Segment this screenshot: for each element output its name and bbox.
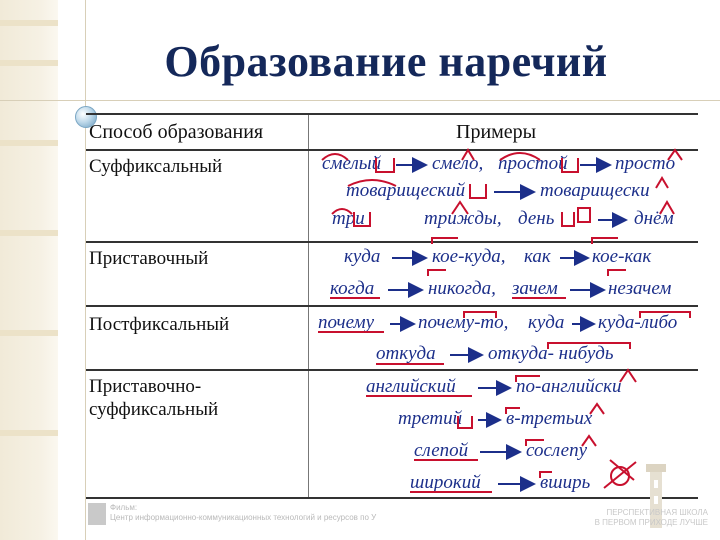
example-word: почему-то, bbox=[418, 312, 509, 333]
example-word: по-английски bbox=[516, 376, 622, 397]
example-word: смелый bbox=[322, 153, 382, 174]
example-word: куда-либо bbox=[598, 312, 678, 333]
example-word: товарищески bbox=[540, 180, 650, 201]
example-word: день bbox=[518, 208, 555, 229]
example-word: откуда- нибудь bbox=[488, 343, 614, 364]
brand-line2: В ПЕРВОМ ПРИХОДЕ ЛУЧШЕ bbox=[594, 518, 708, 527]
example-word: откуда bbox=[376, 343, 436, 364]
footer-line2: Центр информационно-коммуникационных технологий и ресурсов по У bbox=[110, 513, 377, 522]
footer-credits bbox=[110, 503, 376, 523]
method-postfix: Постфиксальный bbox=[89, 314, 230, 335]
example-word: кое-как bbox=[592, 246, 652, 267]
example-word: английский bbox=[366, 376, 456, 397]
formation-table bbox=[86, 113, 698, 497]
example-word: незачем bbox=[608, 278, 672, 299]
example-word: три bbox=[332, 208, 365, 229]
example-word: кое-куда, bbox=[432, 246, 506, 267]
example-word: трижды, bbox=[424, 208, 502, 229]
slide-title: Образование наречий bbox=[164, 37, 608, 86]
header-examples: Примеры bbox=[456, 121, 537, 143]
brand-logo bbox=[548, 508, 708, 528]
method-suffix: Суффиксальный bbox=[89, 156, 223, 177]
decorative-horizontal-rule bbox=[0, 100, 720, 101]
method-prefix-suffix: Приставочно-суффиксальный bbox=[89, 376, 219, 420]
example-word: сослепу bbox=[526, 440, 588, 461]
example-word: слепой bbox=[414, 440, 469, 461]
example-word: третий bbox=[398, 408, 463, 429]
footer-logo-icon bbox=[88, 503, 106, 525]
example-word: когда bbox=[330, 278, 375, 299]
table-header-row bbox=[86, 115, 698, 151]
brand-line1: ПЕРСПЕКТИВНАЯ ШКОЛА bbox=[606, 508, 708, 517]
example-word: как bbox=[524, 246, 551, 267]
example-word: никогда, bbox=[428, 278, 496, 299]
example-word: просто bbox=[615, 153, 676, 174]
example-word: смело, bbox=[432, 153, 484, 174]
example-word: широкий bbox=[410, 472, 481, 493]
decorative-left-stripe bbox=[0, 0, 58, 540]
example-word: куда bbox=[344, 246, 381, 267]
example-word: куда bbox=[528, 312, 565, 333]
example-word: почему bbox=[318, 312, 375, 333]
example-word: зачем bbox=[512, 278, 558, 299]
example-word: вширь bbox=[540, 472, 591, 493]
header-method: Способ образования bbox=[89, 121, 264, 143]
method-prefix: Приставочный bbox=[89, 248, 209, 269]
example-word: в-третьих bbox=[506, 408, 593, 429]
example-word: днём bbox=[634, 208, 674, 229]
example-word: простой bbox=[498, 153, 568, 174]
example-word: товарищеский bbox=[346, 180, 466, 201]
footer-line1: Фильм: bbox=[110, 503, 138, 512]
